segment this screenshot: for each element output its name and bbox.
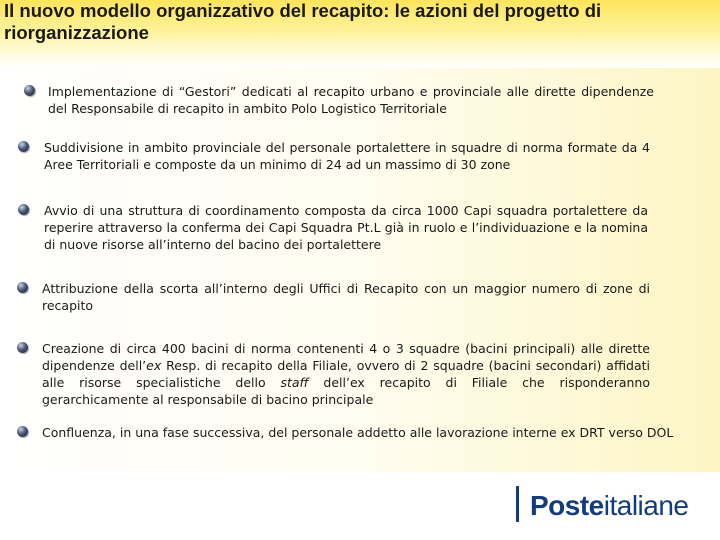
- bullet-text: Suddivisione in ambito provinciale del personale portalettere in squadre di norma formate da 4 Aree Territoriali e composte da un minimo di 24 ad un massimo di 30 zone: [44, 140, 650, 172]
- bullet-text: Avvio di una struttura di coordinamento composta da circa 1000 Capi squadra portalettere da reperire attraverso la conferma dei Capi Squadra Pt.L già in ruolo e l’individuazione e la nomina di nuove risorse all’interno del bacino dei portalettere: [44, 203, 648, 252]
- logo-text-bold: Poste: [530, 490, 604, 521]
- bullet-icon: [18, 204, 29, 215]
- bullet-text-part: Resp. di recapito della Filiale, ovvero di 2 squadre (bacini secondari) affidati alle risorse specialistiche dello: [42, 358, 650, 390]
- bullet-icon: [17, 342, 28, 353]
- bullet-icon: [24, 85, 35, 96]
- logo-text-regular: italiane: [603, 490, 689, 521]
- poste-italiane-logo: [516, 486, 716, 526]
- bullet-text-italic: staff: [280, 375, 309, 390]
- bullet-text: Attribuzione della scorta all’interno degli Uffici di Recapito con un maggior numero di zone di recapito: [42, 281, 650, 313]
- slide-title: Il nuovo modello organizzativo del recapito: le azioni del progetto di riorganizzazione: [4, 0, 602, 43]
- bullet-icon: [18, 141, 29, 152]
- bullet-icon: [17, 282, 28, 293]
- bullet-text: Confluenza, in una fase successiva, del personale addetto alle lavorazione interne ex DRT verso DOL: [42, 425, 674, 440]
- content-area: [0, 68, 720, 472]
- logo-bar: [516, 486, 519, 522]
- bullet-icon: [17, 426, 28, 437]
- bullet-text-part: dell’ex recapito di Filiale che risponderanno gerarchicamente al responsabile di bacino principale: [42, 375, 651, 407]
- logo-text: [530, 489, 688, 523]
- bullet-text: Implementazione di “Gestori” dedicati al recapito urbano e provinciale alle dirette dipendenze del Responsabile di recapito in ambito Polo Logistico Territoriale: [48, 84, 654, 116]
- bullet-text: [42, 340, 650, 408]
- bullet-text-part: Creazione di circa 400 bacini di norma contenenti 4 o 3 squadre (bacini principali) alle dirette dipendenze dell’: [42, 341, 650, 373]
- bullet-text-italic: ex: [146, 358, 162, 373]
